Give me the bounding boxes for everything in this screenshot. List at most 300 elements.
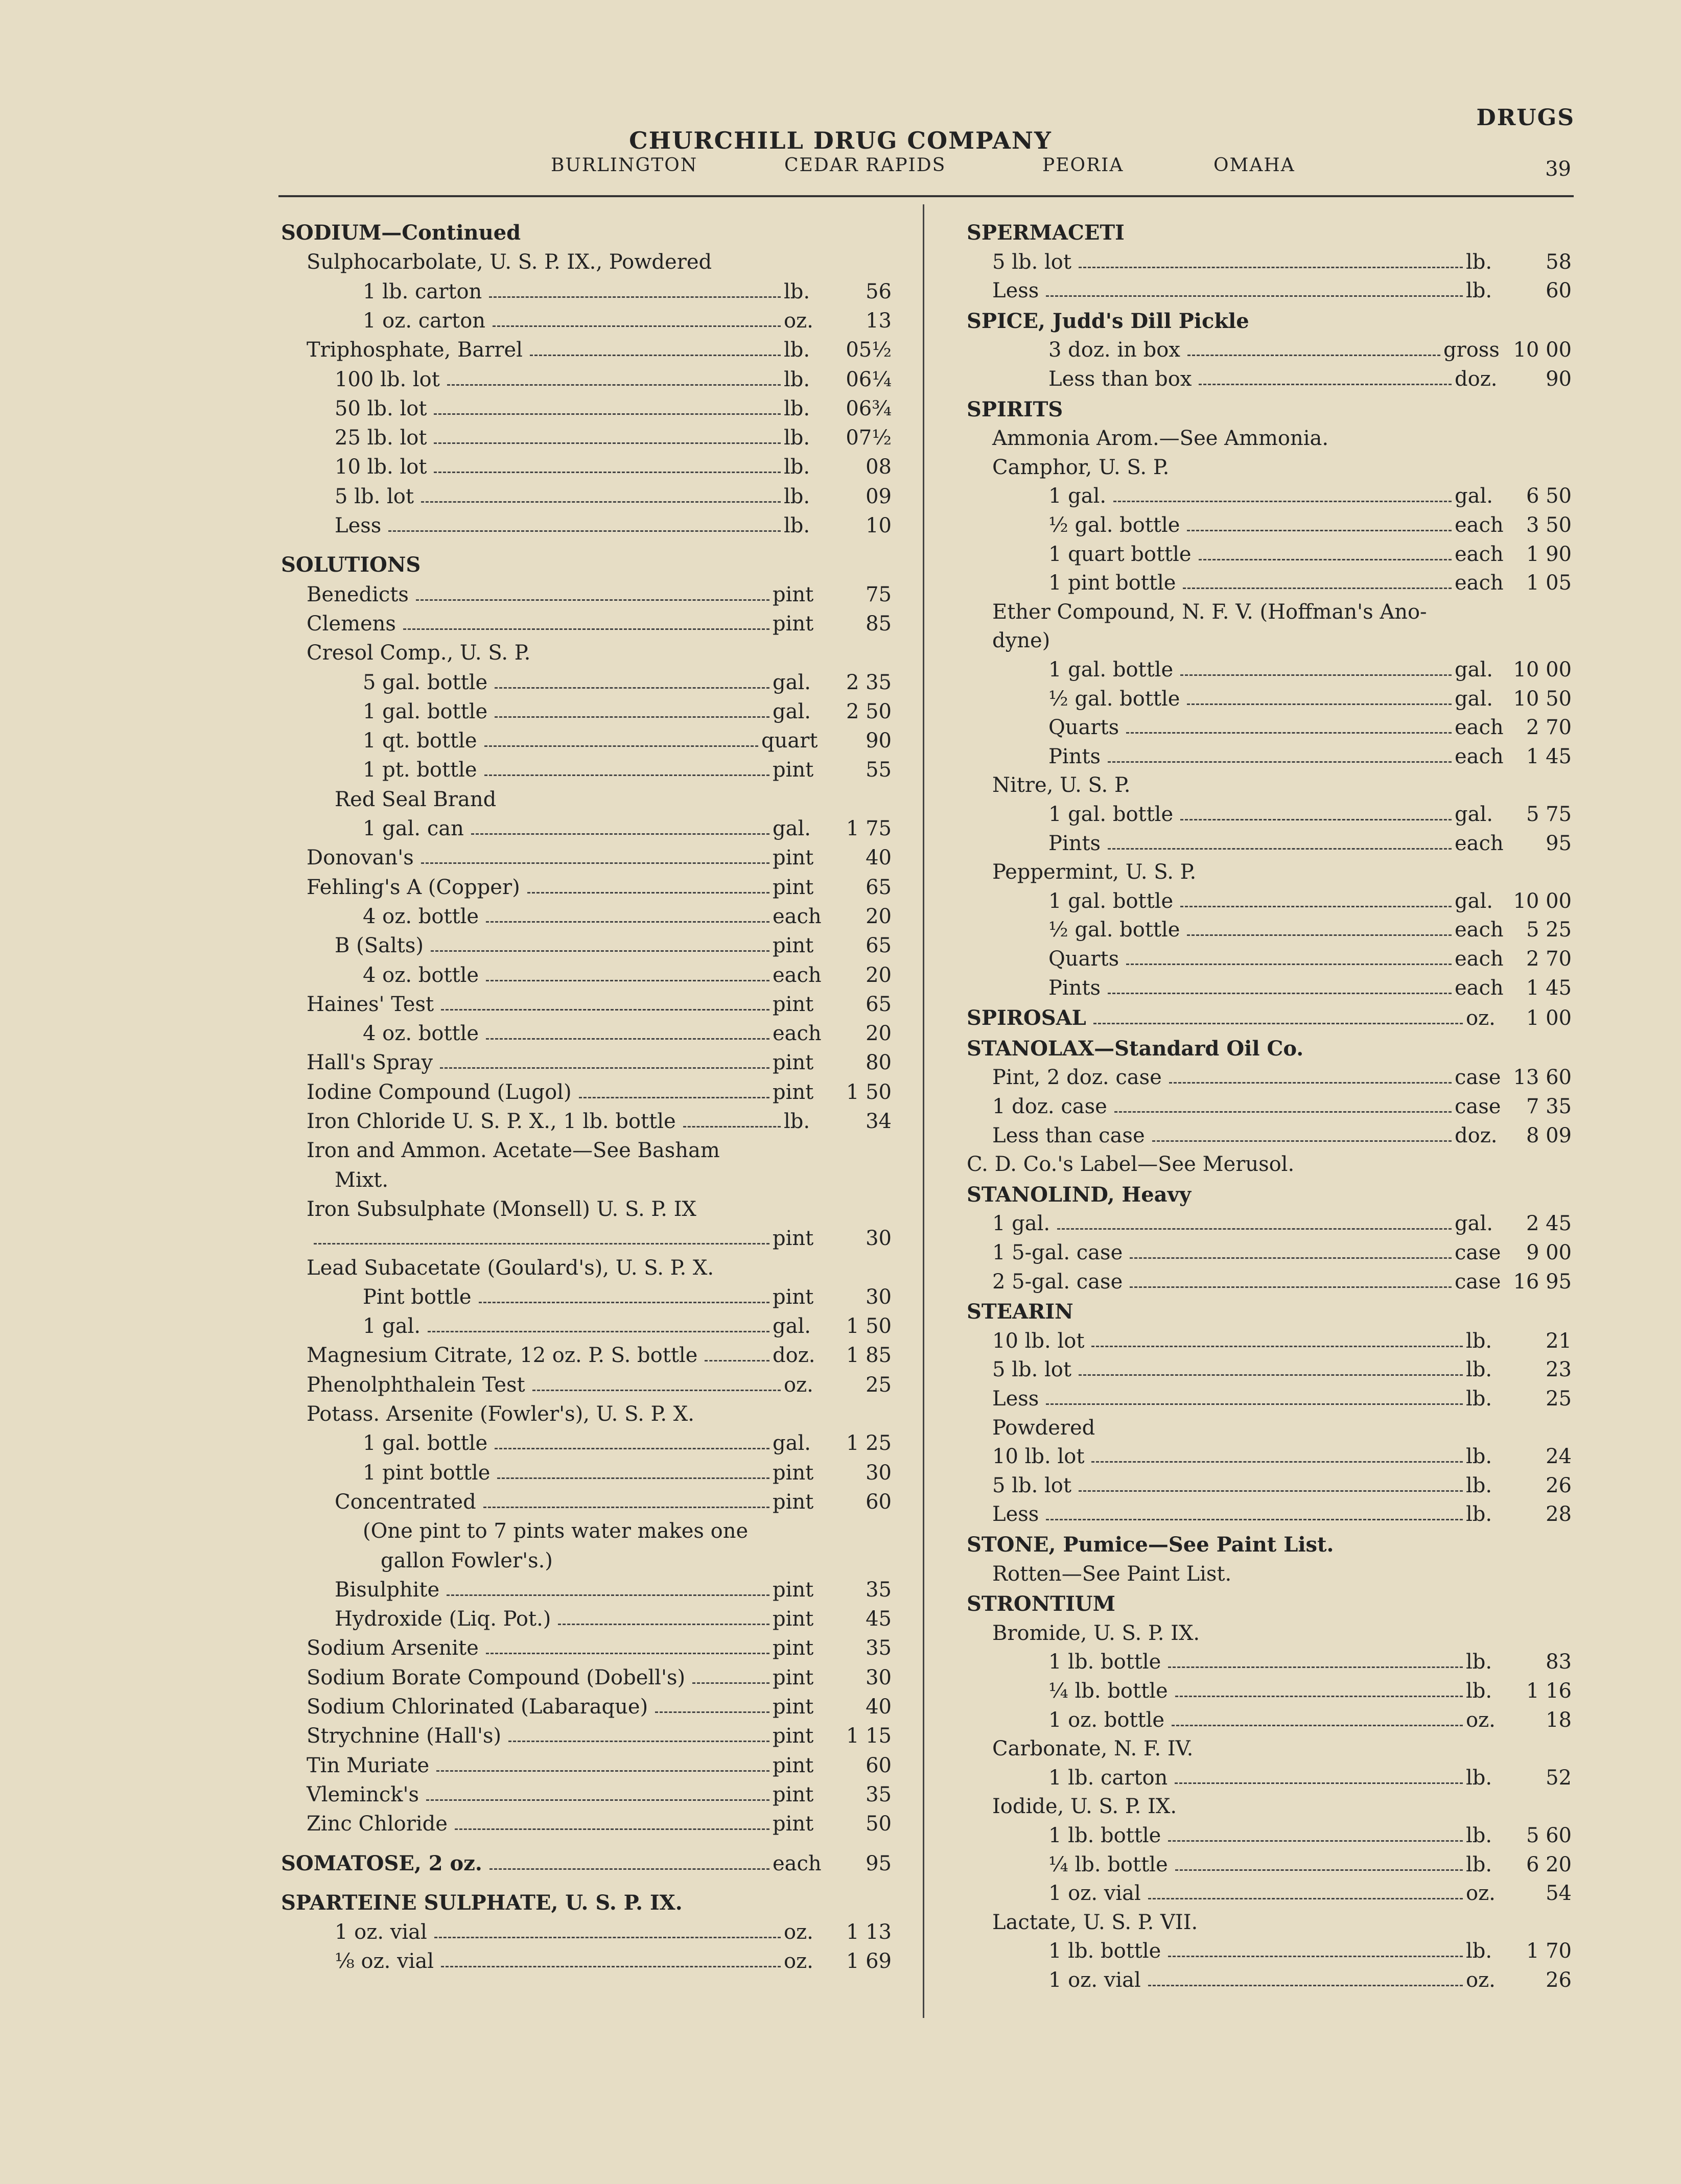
price-row bbox=[1048, 887, 1572, 915]
price-row bbox=[1048, 1821, 1572, 1850]
unit-label: each bbox=[1455, 571, 1504, 595]
item-label: (One pint to 7 pints water makes one bbox=[363, 1519, 749, 1543]
unit-label: gal. bbox=[773, 817, 811, 840]
price-value: 06¼ bbox=[846, 367, 892, 391]
item-label: Iron and Ammon. Acetate—See Basham bbox=[307, 1139, 720, 1163]
item-label: 5 lb. lot bbox=[992, 1358, 1071, 1382]
price-row bbox=[363, 1019, 892, 1048]
price-value: 45 bbox=[866, 1607, 892, 1631]
price-row bbox=[992, 1267, 1572, 1296]
price-value: 20 bbox=[866, 963, 892, 987]
description-line bbox=[363, 1517, 748, 1545]
unit-label: oz. bbox=[1466, 1882, 1496, 1906]
dot-leader bbox=[421, 501, 781, 503]
dot-leader bbox=[434, 1937, 781, 1938]
price-value: 1 13 bbox=[846, 1920, 892, 1944]
price-row bbox=[307, 1078, 892, 1107]
item-label: SPERMACETI bbox=[967, 221, 1125, 245]
item-label: STONE, Pumice—See Paint List. bbox=[967, 1533, 1334, 1557]
price-value: 10 00 bbox=[1513, 658, 1572, 682]
unit-label: pint bbox=[773, 1607, 814, 1631]
price-row bbox=[307, 580, 892, 609]
price-row bbox=[363, 961, 892, 990]
price-value: 35 bbox=[866, 1636, 892, 1660]
unit-label: lb. bbox=[1466, 250, 1492, 274]
unit-label: pint bbox=[773, 1578, 814, 1602]
price-value: 60 bbox=[866, 1753, 892, 1777]
price-value: 05½ bbox=[846, 338, 892, 362]
price-row bbox=[1048, 569, 1572, 597]
price-value: 95 bbox=[1546, 831, 1572, 855]
dot-leader bbox=[486, 1653, 769, 1654]
unit-label: pint bbox=[773, 1665, 814, 1689]
item-label: Sodium Arsenite bbox=[307, 1636, 479, 1660]
dot-leader bbox=[1046, 295, 1463, 297]
price-row bbox=[335, 1947, 892, 1976]
unit-label: lb. bbox=[784, 426, 810, 450]
unit-label: oz. bbox=[1466, 1006, 1496, 1030]
item-label: Sulphocarbolate, U. S. P. IX., Powdered bbox=[307, 250, 712, 274]
price-row bbox=[335, 1605, 892, 1633]
item-label: Less bbox=[992, 1387, 1039, 1411]
unit-label: oz. bbox=[784, 309, 813, 333]
price-value: 65 bbox=[866, 875, 892, 899]
price-value: 30 bbox=[866, 1665, 892, 1689]
unit-label: pint bbox=[773, 758, 814, 782]
dot-leader bbox=[495, 716, 769, 718]
city-peoria: PEORIA bbox=[1042, 155, 1124, 176]
item-label: 1 lb. carton bbox=[363, 279, 482, 303]
dot-leader bbox=[416, 599, 769, 601]
item-label: Pints bbox=[1048, 744, 1101, 768]
item-label: Ammonia Arom.—See Ammonia. bbox=[992, 427, 1329, 451]
price-row bbox=[363, 307, 892, 335]
item-label: 1 oz. vial bbox=[1048, 1968, 1141, 1992]
item-label: STRONTIUM bbox=[967, 1592, 1115, 1616]
price-row bbox=[335, 365, 892, 394]
dot-leader bbox=[1114, 1111, 1452, 1113]
price-value: 13 60 bbox=[1513, 1066, 1572, 1090]
price-value: 20 bbox=[866, 904, 892, 928]
price-value: 3 50 bbox=[1526, 513, 1572, 537]
price-row bbox=[307, 1780, 892, 1809]
section-heading bbox=[967, 1181, 1191, 1209]
dot-leader bbox=[1168, 1666, 1463, 1668]
item-label: Lead Subacetate (Goulard's), U. S. P. X. bbox=[307, 1256, 714, 1280]
item-label: 4 oz. bottle bbox=[363, 1022, 479, 1046]
price-value: 10 bbox=[866, 514, 892, 537]
unit-label: lb. bbox=[784, 338, 810, 362]
price-value: 5 60 bbox=[1526, 1824, 1572, 1847]
dot-leader bbox=[1091, 1346, 1463, 1347]
price-value: 2 70 bbox=[1526, 947, 1572, 971]
section-tag: DRUGS bbox=[1476, 105, 1575, 131]
dot-leader bbox=[1187, 934, 1452, 936]
unit-label: lb. bbox=[1466, 1650, 1492, 1674]
item-label: Iodine Compound (Lugol) bbox=[307, 1080, 572, 1104]
dot-leader bbox=[1108, 761, 1452, 763]
price-row bbox=[1048, 365, 1572, 393]
unit-label: pint bbox=[773, 1490, 814, 1514]
dot-leader bbox=[441, 1009, 769, 1011]
item-label: STANOLAX—Standard Oil Co. bbox=[967, 1036, 1304, 1061]
item-label: Mixt. bbox=[335, 1168, 389, 1192]
dot-leader bbox=[1199, 384, 1452, 385]
dot-leader bbox=[434, 413, 781, 415]
unit-label: pint bbox=[773, 1695, 814, 1719]
item-label: SODIUM—Continued bbox=[281, 221, 521, 245]
price-value: 83 bbox=[1546, 1650, 1572, 1674]
price-row bbox=[992, 1063, 1572, 1092]
unit-label: pint bbox=[773, 1080, 814, 1104]
dot-leader bbox=[486, 1038, 769, 1040]
item-label: Iron Subsulphate (Monsell) U. S. P. IX bbox=[307, 1197, 696, 1221]
section-heading bbox=[967, 395, 1063, 424]
item-label: Strychnine (Hall's) bbox=[307, 1724, 502, 1748]
description-line bbox=[307, 1400, 694, 1428]
dot-leader bbox=[1180, 819, 1452, 820]
dot-leader bbox=[495, 687, 769, 689]
item-label: Pint, 2 doz. case bbox=[992, 1066, 1162, 1090]
price-row bbox=[1048, 685, 1572, 713]
price-row bbox=[992, 1327, 1572, 1355]
dot-leader bbox=[1079, 267, 1463, 268]
price-value: 08 bbox=[866, 455, 892, 479]
item-label: 1 quart bottle bbox=[1048, 542, 1192, 566]
item-label: B (Salts) bbox=[335, 934, 424, 958]
item-label: 1 lb. bottle bbox=[1048, 1650, 1161, 1674]
dot-leader bbox=[1079, 1490, 1463, 1492]
price-row bbox=[1048, 1937, 1572, 1965]
unit-label: pint bbox=[773, 1636, 814, 1660]
description-line bbox=[992, 1560, 1231, 1588]
item-label: 4 oz. bottle bbox=[363, 904, 479, 928]
description-line bbox=[307, 1136, 720, 1165]
unit-label: pint bbox=[773, 875, 814, 899]
unit-label: pint bbox=[773, 1227, 814, 1251]
unit-label: each bbox=[773, 904, 822, 928]
price-row bbox=[992, 1355, 1572, 1384]
item-label: 4 oz. bottle bbox=[363, 963, 479, 987]
item-label: 1 gal. bbox=[1048, 484, 1107, 508]
item-label: Ether Compound, N. F. V. (Hoffman's Ano- bbox=[992, 600, 1427, 624]
price-value: 13 bbox=[866, 309, 892, 333]
dot-leader bbox=[493, 325, 781, 327]
price-value: 25 bbox=[866, 1373, 892, 1397]
company-name: CHURCHILL DRUG COMPANY bbox=[629, 127, 1052, 154]
price-value: 26 bbox=[1546, 1473, 1572, 1497]
dot-leader bbox=[1130, 1286, 1452, 1288]
price-row bbox=[992, 1471, 1572, 1500]
price-row bbox=[307, 1722, 892, 1750]
city-cedar-rapids: CEDAR RAPIDS bbox=[784, 155, 946, 176]
unit-label: gal. bbox=[1455, 803, 1493, 826]
dot-leader bbox=[530, 355, 781, 356]
dot-leader bbox=[497, 1477, 769, 1479]
unit-label: lb. bbox=[1466, 1939, 1492, 1963]
dot-leader bbox=[1091, 1461, 1463, 1463]
price-value: 1 15 bbox=[846, 1724, 892, 1748]
dot-leader bbox=[1168, 1840, 1463, 1842]
description-line bbox=[307, 1195, 696, 1224]
item-label: Less than box bbox=[1048, 367, 1192, 391]
dot-leader bbox=[1175, 1869, 1463, 1871]
unit-label: pint bbox=[773, 1461, 814, 1485]
item-label: gallon Fowler's.) bbox=[381, 1548, 553, 1572]
section-heading bbox=[281, 551, 421, 579]
price-row bbox=[335, 424, 892, 452]
dot-leader bbox=[1187, 355, 1440, 356]
price-value: 30 bbox=[866, 1461, 892, 1485]
price-row bbox=[1048, 800, 1572, 829]
price-row bbox=[1048, 713, 1572, 742]
price-value: 25 bbox=[1546, 1387, 1572, 1411]
price-value: 10 50 bbox=[1513, 687, 1572, 711]
item-label: SPIRITS bbox=[967, 397, 1063, 421]
price-row bbox=[1048, 540, 1572, 569]
unit-label: each bbox=[1455, 513, 1504, 537]
unit-label: lb. bbox=[1466, 1329, 1492, 1353]
price-value: 28 bbox=[1546, 1502, 1572, 1527]
dot-leader bbox=[1187, 703, 1452, 705]
dot-leader bbox=[1057, 1228, 1452, 1230]
price-value: 1 50 bbox=[846, 1314, 892, 1338]
description-line bbox=[992, 1619, 1200, 1648]
item-label: Pint bottle bbox=[363, 1285, 472, 1309]
item-label: Less than case bbox=[992, 1123, 1145, 1147]
unit-label: oz. bbox=[1466, 1968, 1496, 1992]
item-label: Magnesium Citrate, 12 oz. P. S. bottle bbox=[307, 1344, 698, 1368]
price-value: 10 00 bbox=[1513, 338, 1572, 362]
item-label: 1 gal. bottle bbox=[1048, 658, 1174, 682]
unit-label: pint bbox=[773, 934, 814, 958]
dot-leader bbox=[483, 1507, 769, 1508]
price-row bbox=[335, 1488, 892, 1516]
price-value: 1 05 bbox=[1526, 571, 1572, 595]
dot-leader bbox=[428, 1331, 769, 1332]
unit-label: each bbox=[773, 1022, 822, 1046]
unit-label: case bbox=[1455, 1095, 1501, 1118]
dot-leader bbox=[1079, 1374, 1463, 1376]
unit-label: each bbox=[1455, 918, 1504, 942]
dot-leader bbox=[558, 1624, 769, 1625]
price-value: 1 45 bbox=[1526, 976, 1572, 1000]
dot-leader bbox=[1126, 964, 1452, 965]
price-value: 2 50 bbox=[846, 699, 892, 723]
price-row bbox=[1048, 482, 1572, 510]
dot-leader bbox=[705, 1360, 769, 1361]
unit-label: gal. bbox=[1455, 658, 1493, 682]
dot-leader bbox=[1093, 1023, 1463, 1024]
price-row bbox=[363, 277, 892, 306]
price-row bbox=[363, 1429, 892, 1458]
item-label: 1 oz. vial bbox=[1048, 1882, 1141, 1906]
price-value: 16 95 bbox=[1513, 1270, 1572, 1294]
item-label: Iron Chloride U. S. P. X., 1 lb. bottle bbox=[307, 1110, 676, 1133]
item-label: ½ gal. bottle bbox=[1048, 687, 1180, 711]
price-value: 18 bbox=[1546, 1708, 1572, 1732]
dot-leader bbox=[495, 1448, 769, 1449]
price-row bbox=[363, 1312, 892, 1341]
item-label: 1 gal. bottle bbox=[1048, 889, 1174, 913]
description-line bbox=[307, 1254, 714, 1282]
city-burlington: BURLINGTON bbox=[551, 155, 698, 176]
dot-leader bbox=[486, 921, 769, 923]
section-heading bbox=[281, 219, 521, 247]
price-value: 90 bbox=[1546, 367, 1572, 391]
unit-label: quart bbox=[761, 729, 818, 753]
price-row bbox=[1048, 974, 1572, 1002]
price-row bbox=[1048, 945, 1572, 973]
price-row bbox=[992, 1500, 1572, 1529]
unit-label: case bbox=[1455, 1066, 1501, 1090]
unit-label: oz. bbox=[784, 1373, 813, 1397]
dot-leader bbox=[479, 1302, 769, 1303]
item-label: 1 oz. vial bbox=[335, 1920, 427, 1944]
unit-label: pint bbox=[773, 612, 814, 636]
section-heading bbox=[281, 1849, 892, 1878]
unit-label: doz. bbox=[773, 1344, 815, 1368]
price-value: 34 bbox=[866, 1110, 892, 1133]
section-heading bbox=[281, 1889, 683, 1917]
price-row bbox=[363, 668, 892, 697]
section-heading bbox=[967, 307, 1249, 336]
price-value: 6 50 bbox=[1526, 484, 1572, 508]
description-line bbox=[307, 248, 712, 276]
item-label: ⅛ oz. vial bbox=[335, 1950, 434, 1974]
dot-leader bbox=[403, 628, 769, 630]
unit-label: oz. bbox=[784, 1950, 813, 1974]
dot-leader bbox=[1113, 501, 1452, 502]
price-row bbox=[335, 1918, 892, 1946]
item-label: Clemens bbox=[307, 612, 396, 636]
dot-leader bbox=[1169, 1082, 1452, 1084]
price-row bbox=[1048, 655, 1572, 684]
price-value: 55 bbox=[866, 758, 892, 782]
section-heading bbox=[967, 1035, 1303, 1063]
item-label: Pints bbox=[1048, 831, 1101, 855]
dot-leader bbox=[532, 1390, 781, 1391]
item-label: Lactate, U. S. P. VII. bbox=[992, 1910, 1198, 1934]
price-value: 50 bbox=[866, 1812, 892, 1836]
description-line bbox=[992, 424, 1328, 453]
dot-leader bbox=[655, 1711, 769, 1713]
unit-label: pint bbox=[773, 1724, 814, 1748]
price-value: 65 bbox=[866, 934, 892, 958]
item-label: Nitre, U. S. P. bbox=[992, 773, 1131, 797]
dot-leader bbox=[440, 1067, 769, 1069]
dot-leader bbox=[447, 384, 781, 386]
dot-leader bbox=[431, 950, 769, 952]
price-row bbox=[1048, 1966, 1572, 1994]
price-value: 23 bbox=[1546, 1358, 1572, 1382]
price-value: 65 bbox=[866, 992, 892, 1016]
price-row bbox=[363, 1459, 892, 1487]
unit-label: each bbox=[773, 1851, 822, 1875]
price-row bbox=[307, 1810, 892, 1838]
unit-label: lb. bbox=[784, 396, 810, 420]
item-label: 1 5-gal. case bbox=[992, 1241, 1123, 1264]
price-row bbox=[363, 902, 892, 931]
price-value: 58 bbox=[1546, 250, 1572, 274]
price-row bbox=[307, 873, 892, 902]
price-row bbox=[307, 1751, 892, 1780]
price-row bbox=[307, 1048, 892, 1077]
item-label: Quarts bbox=[1048, 716, 1119, 740]
price-row bbox=[335, 394, 892, 423]
item-label: Phenolphthalein Test bbox=[307, 1373, 525, 1397]
item-label: Less bbox=[992, 279, 1039, 303]
item-label: Less bbox=[335, 514, 382, 537]
dot-leader bbox=[1175, 1782, 1463, 1784]
unit-label: lb. bbox=[1466, 1679, 1492, 1703]
price-value: 60 bbox=[866, 1490, 892, 1514]
item-label: 100 lb. lot bbox=[335, 367, 440, 391]
item-label: Powdered bbox=[992, 1416, 1095, 1440]
price-row bbox=[1048, 511, 1572, 539]
price-value: 9 00 bbox=[1526, 1241, 1572, 1264]
dot-leader bbox=[1180, 674, 1452, 676]
dot-leader bbox=[486, 980, 769, 981]
item-label: Benedicts bbox=[307, 582, 409, 606]
item-label: 1 gal. bottle bbox=[363, 1431, 488, 1455]
city-omaha: OMAHA bbox=[1213, 155, 1295, 176]
section-heading bbox=[967, 1004, 1572, 1032]
price-value: 5 25 bbox=[1526, 918, 1572, 942]
dot-leader bbox=[455, 1828, 769, 1830]
price-row bbox=[992, 1442, 1572, 1471]
item-label: Tin Muriate bbox=[307, 1753, 430, 1777]
section-heading bbox=[967, 1531, 1334, 1559]
item-label: SPIROSAL bbox=[967, 1006, 1086, 1030]
unit-label: lb. bbox=[1466, 1473, 1492, 1497]
unit-label: pint bbox=[773, 1285, 814, 1309]
price-row bbox=[307, 1634, 892, 1662]
item-label: 5 lb. lot bbox=[335, 484, 414, 508]
item-label: SPARTEINE SULPHATE, U. S. P. IX. bbox=[281, 1890, 683, 1915]
price-value: 40 bbox=[866, 1695, 892, 1719]
unit-label: lb. bbox=[784, 514, 810, 537]
unit-label: lb. bbox=[784, 279, 810, 303]
price-row bbox=[992, 1092, 1572, 1121]
unit-label: pint bbox=[773, 992, 814, 1016]
item-label: 50 lb. lot bbox=[335, 396, 427, 420]
item-label: Fehling's A (Copper) bbox=[307, 875, 520, 899]
price-row bbox=[335, 482, 892, 511]
column-divider bbox=[923, 204, 924, 2018]
item-label: Sodium Chlorinated (Labaraque) bbox=[307, 1695, 648, 1719]
unit-label: gross bbox=[1443, 338, 1500, 362]
price-value: 30 bbox=[866, 1285, 892, 1309]
item-label: 5 gal. bottle bbox=[363, 670, 488, 694]
item-label: STEARIN bbox=[967, 1300, 1073, 1324]
price-row bbox=[1048, 915, 1572, 944]
price-row bbox=[1048, 1677, 1572, 1705]
item-label: ¼ lb. bottle bbox=[1048, 1679, 1168, 1703]
price-row bbox=[307, 990, 892, 1019]
price-row bbox=[1048, 336, 1572, 364]
dot-leader bbox=[683, 1126, 781, 1128]
price-value: 6 20 bbox=[1526, 1852, 1572, 1876]
unit-label: lb. bbox=[784, 367, 810, 391]
price-row bbox=[307, 1693, 892, 1721]
unit-label: lb. bbox=[784, 455, 810, 479]
item-label: Sodium Borate Compound (Dobell's) bbox=[307, 1665, 686, 1689]
description-line bbox=[992, 598, 1427, 626]
unit-label: each bbox=[773, 963, 822, 987]
unit-label: doz. bbox=[1455, 1123, 1498, 1147]
unit-label: gal. bbox=[1455, 1212, 1493, 1236]
